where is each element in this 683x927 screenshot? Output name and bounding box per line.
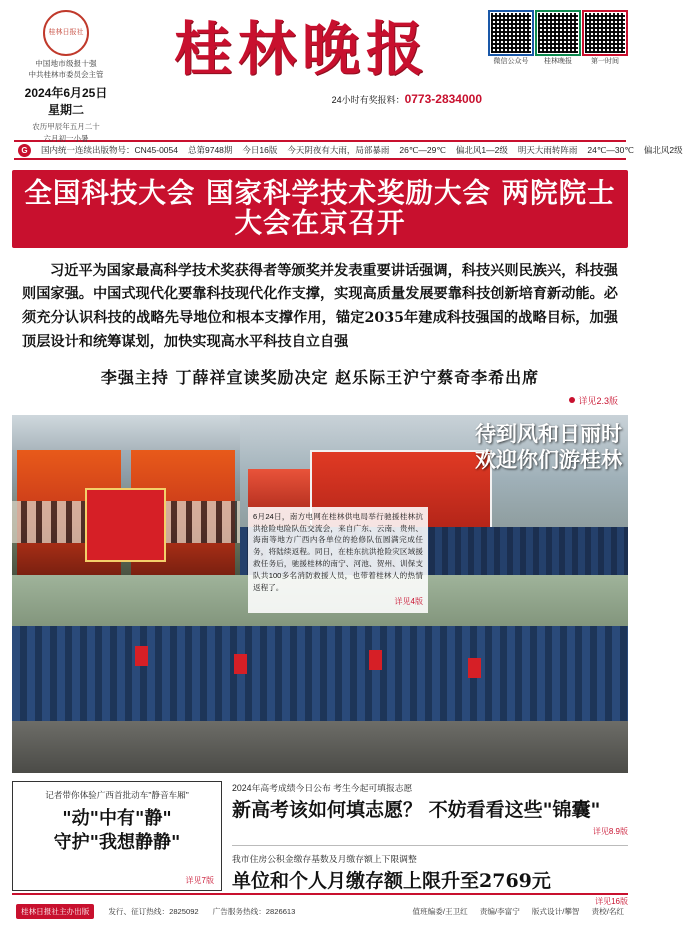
photo-firefighters: [12, 415, 240, 575]
flag-icon: [234, 654, 247, 674]
wechat-qr-caption: 微信公众号: [493, 58, 529, 65]
photo-package: [12, 415, 628, 773]
app-qr-icon[interactable]: [584, 12, 626, 54]
quiet-carriage-jump-text: 详见7版: [185, 875, 214, 885]
issue-number: 总第9748期: [187, 145, 233, 155]
story-quiet-carriage[interactable]: [12, 781, 222, 891]
bottom-right-column: [232, 781, 628, 907]
credits: [413, 906, 625, 917]
proofreader: 责校/名红: [591, 906, 624, 916]
main-headline: 全国科技大会 国家科学技术奖励大会 两院院士大会在京召开: [12, 170, 628, 248]
photo-headline: [381, 421, 622, 472]
fund-title[interactable]: 单位和个人月缴存额上限升至2769元: [232, 869, 551, 892]
photo-caption-text: 6月24日，南方电网在桂林供电局举行驰援桂林抗洪抢险电险队伍交流会，来自广东、云南、贵州、海南等地方广西内各单位的抢修队伍圆满完成任务，将陆续返程。同日，在桂东抗洪抢险灾区域援救任务后，驰援桂林的南宁、河池、贺州、训保支队共100多名消防救援人员，也带着桂林人的热情返程了。: [253, 511, 423, 592]
red-pennant: [85, 488, 167, 562]
quiet-carriage-title-line1: "动"中有"静": [62, 807, 172, 829]
photo-sky: [12, 415, 240, 450]
weather-tomorrow: 明天大雨转阵雨: [517, 145, 578, 155]
flag-icon: [369, 650, 382, 670]
photo-jump-line: [253, 596, 423, 608]
photo-caption: [248, 507, 428, 613]
masthead-center: [118, 8, 486, 106]
temp-today: 26℃—29℃: [399, 144, 446, 155]
weather-today: 今天阴夜有大雨，局部暴雨: [287, 145, 390, 155]
ads-hotline: 广告服务热线：2826613: [212, 906, 296, 916]
qr-app[interactable]: [584, 12, 626, 66]
main-jump-line: [0, 394, 618, 407]
wind-tomorrow: 偏北风2级: [643, 145, 683, 155]
gaokao-kicker: 2024年高考成绩今日公布 考生今起可填报志愿: [232, 782, 413, 793]
masthead-left-info: [14, 8, 118, 145]
footer-bar: [12, 893, 628, 927]
report-hotline: [118, 92, 486, 106]
weibo-qr-icon[interactable]: [537, 12, 579, 54]
app-qr-caption: 第一时间: [591, 58, 619, 65]
flag-icon: [468, 658, 481, 678]
publication-date: 2024年6月25日: [24, 85, 108, 100]
divider: [232, 845, 628, 846]
qr-wechat[interactable]: [490, 12, 532, 66]
license-number: 国内统一连续出版物号：CN45-0054: [41, 145, 178, 155]
bottom-stories: [12, 781, 628, 907]
qr-weibo[interactable]: [537, 12, 579, 66]
lead-text: 习近平为国家最高科学技术奖获得者等颁奖并发表重要讲话强调，科技兴则民族兴，科技强则国家强。中国式现代化要靠科技现代化作支撑，实现高质量发展要靠科技创新培育新动能。必须充分认识科技的战略先导地位和根本支撑作用，锚定2035年建成科技强国的战略目标，加强顶层设计和统筹谋划，加快实现高水平科技自立自强: [22, 262, 618, 351]
weibo-qr-caption: 桂林晚报: [544, 58, 572, 65]
temp-tomorrow: 24℃—30℃: [587, 144, 634, 155]
publisher-tag: 桂林日报社主办出版: [16, 904, 94, 919]
lead-paragraph: [22, 260, 618, 355]
gaokao-title[interactable]: 新高考该如何填志愿？ 不妨看看这些"锦囊": [232, 798, 601, 821]
main-jump-text: 详见2.3版: [578, 395, 618, 406]
lunar-date-1: 农历甲辰年五月二十: [32, 121, 100, 131]
masthead: [0, 0, 640, 144]
gaokao-jump: [232, 826, 628, 837]
newspaper-seal-icon: [43, 10, 89, 56]
wechat-qr-icon[interactable]: [490, 12, 532, 54]
bullet-icon: [569, 397, 575, 403]
photo-headline-line1: 待到风和日丽时: [475, 420, 622, 446]
photo-headline-line2: 欢迎你们游桂林: [475, 446, 622, 472]
lunar-date-2: 六月初一小暑: [43, 134, 89, 144]
seal-text: 桂林日报社: [48, 28, 84, 37]
road-surface: [12, 721, 628, 772]
wind-today: 偏北风1—2级: [455, 145, 508, 155]
layout-designer: 版式设计/攀智: [531, 906, 580, 916]
quiet-carriage-title-line2: 守护"我想静静": [53, 832, 181, 854]
fund-kicker: 我市住房公积金缴存基数及月缴存额上下限调整: [232, 853, 417, 864]
org-line-1: 中国地市级报十强: [35, 59, 97, 68]
uniformed-crowd: [12, 626, 628, 721]
hotline-label: 24小时有奖报料：: [331, 95, 405, 105]
quiet-carriage-jump: [186, 875, 214, 886]
quiet-carriage-kicker: 记者带你体验广西首批动车"静音车厢": [45, 789, 189, 800]
flag-icon: [135, 646, 148, 666]
fund-jump-text: 详见16版: [595, 897, 628, 907]
qr-code-group: [486, 8, 626, 66]
gaokao-jump-text: 详见8.9版: [592, 826, 628, 836]
hotline-number: 0773-2834000: [404, 92, 482, 106]
distribution-hotline: 发行、征订热线：2825092: [108, 906, 199, 916]
org-line-2: 中共桂林市委员会主管: [28, 69, 104, 79]
photo-jump-text: 详见4版: [394, 597, 423, 607]
newspaper-logo: 桂林晚报: [173, 15, 430, 83]
page-count: 今日16版: [242, 145, 278, 155]
duty-editor: 值班编委/王卫红: [412, 906, 468, 916]
chief-editor: 责编/李富宁: [479, 906, 520, 916]
sub-headline: 李强主持 丁薛祥宣读奖励决定 赵乐际王沪宁蔡奇李希出席: [100, 367, 540, 387]
guilin-mark-icon: G: [18, 144, 31, 157]
weekday: 星期二: [47, 103, 84, 118]
